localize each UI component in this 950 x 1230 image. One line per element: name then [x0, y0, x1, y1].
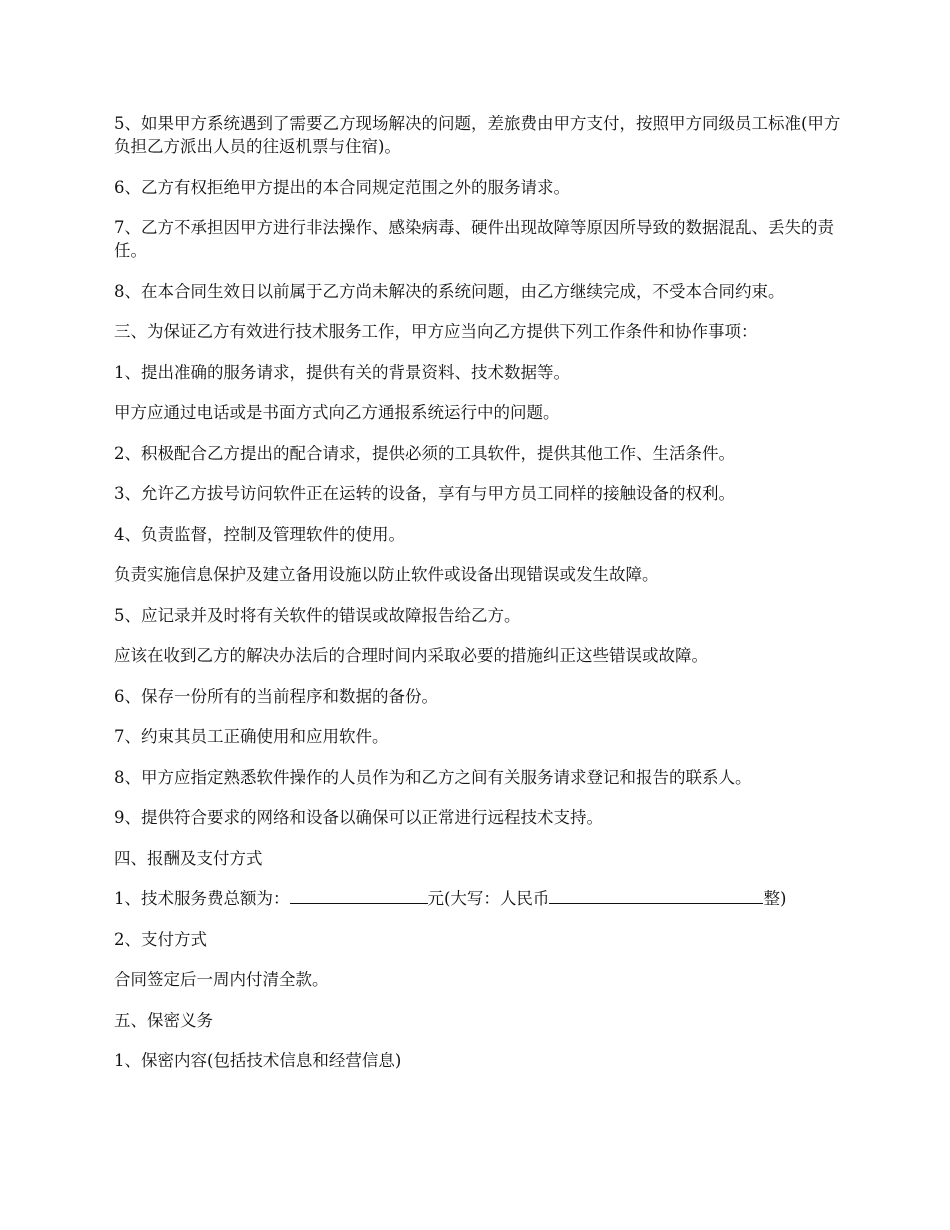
clause-5-travel-expenses: 5、如果甲方系统遇到了需要乙方现场解决的问题，差旅费由甲方支付，按照甲方同级员工标准(甲方负担乙方派出人员的往返机票与住宿)。: [114, 114, 841, 156]
document-page: [114, 112, 844, 1090]
section-5-item-1: 1、保密内容(包括技术信息和经营信息): [114, 1051, 402, 1070]
section-5-heading: 五、保密义务: [114, 1010, 213, 1030]
fee-uppercase-blank: [549, 887, 763, 904]
section-3-item-6: 6、保存一份所有的当前程序和数据的备份。: [114, 686, 438, 706]
fee-total-suffix: 整): [763, 889, 787, 908]
section-3-item-8: 8、甲方应指定熟悉软件操作的人员作为和乙方之间有关服务请求登记和报告的联系人。: [114, 767, 752, 787]
section-3-item-1: 1、提出准确的服务请求，提供有关的背景资料、技术数据等。: [114, 362, 570, 382]
section-3-item-7: 7、约束其员工正确使用和应用软件。: [114, 727, 389, 746]
clause-7-liability-exclusion: 7、乙方不承担因甲方进行非法操作、感染病毒、硬件出现故障等原因所导致的数据混乱、丢失的责任。: [114, 218, 834, 260]
clause-6-refuse-requests: 6、乙方有权拒绝甲方提出的本合同规定范围之外的服务请求。: [114, 177, 570, 197]
payment-terms: 合同签定后一周内付清全款。: [114, 970, 329, 989]
section-4-heading: 四、报酬及支付方式: [114, 848, 263, 868]
section-3-item-3: 3、允许乙方拔号访问软件正在运转的设备，享有与甲方员工同样的接触设备的权利。: [114, 484, 735, 503]
fee-amount-blank: [290, 887, 428, 904]
section-3-item-4: 4、负责监督，控制及管理软件的使用。: [114, 524, 405, 544]
fee-total-line: [114, 887, 844, 910]
section-3-item-2: 2、积极配合乙方提出的配合请求，提供必须的工具软件，提供其他工作、生活条件。: [114, 443, 735, 463]
fee-total-middle: 元(大写：人民币: [427, 889, 550, 908]
section-3-item-1-note: 甲方应通过电话或是书面方式向乙方通报系统运行中的问题。: [114, 403, 560, 422]
section-3-item-5-note: 应该在收到乙方的解决办法后的合理时间内采取必要的措施纠正这些错误或故障。: [114, 646, 708, 665]
section-3-heading: 三、为保证乙方有效进行技术服务工作，甲方应当向乙方提供下列工作条件和协作事项：: [114, 322, 758, 341]
section-4-item-2: 2、支付方式: [114, 929, 207, 949]
section-3-item-4-note: 负责实施信息保护及建立备用设施以防止软件或设备出现错误或发生故障。: [114, 565, 659, 584]
section-3-item-9: 9、提供符合要求的网络和设备以确保可以正常进行远程技术支持。: [114, 808, 603, 827]
fee-total-prefix: 1、技术服务费总额为：: [114, 889, 290, 908]
clause-8-prior-issues: 8、在本合同生效日以前属于乙方尚未解决的系统问题，由乙方继续完成，不受本合同约束。: [114, 281, 785, 301]
section-3-item-5: 5、应记录并及时将有关软件的错误或故障报告给乙方。: [114, 605, 521, 625]
